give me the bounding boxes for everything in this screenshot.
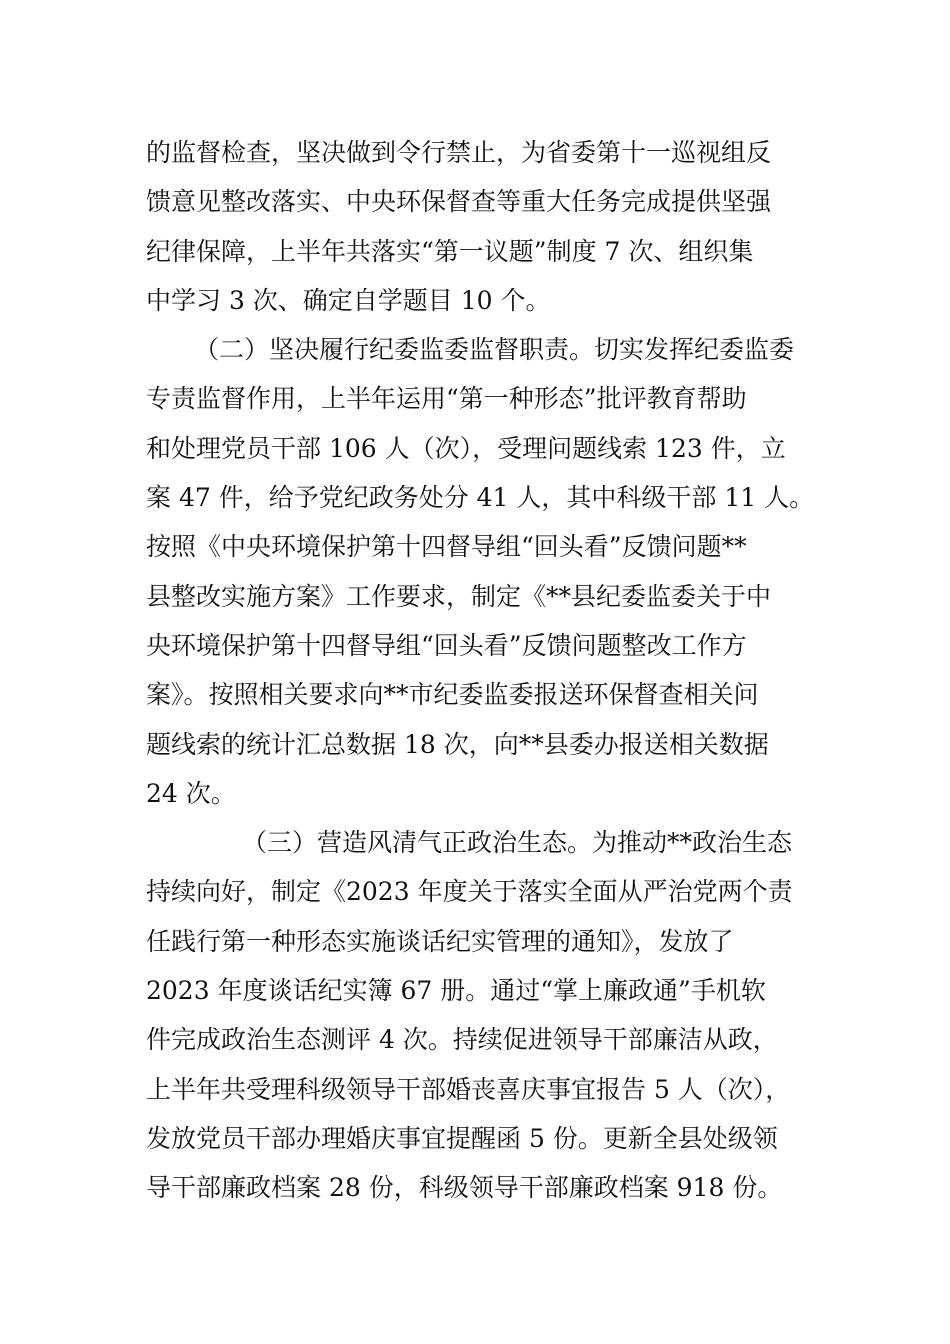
text-line: 案》。按照相关要求向**市纪委监委报送环保督查相关问	[146, 680, 759, 710]
text-line: 央环境保护第十四督导组“回头看”反馈问题整改工作方	[146, 630, 747, 660]
text-line: 上半年共受理科级领导干部婚丧喜庆事宜报告 5 人（次），	[146, 1074, 791, 1104]
text-line: 案 47 件，给予党纪政务处分 41 人，其中科级干部 11 人。	[146, 483, 815, 513]
text-line: 导干部廉政档案 28 份，科级领导干部廉政档案 918 份。	[146, 1173, 783, 1203]
text-line: 馈意见整改落实、中央环保督查等重大任务完成提供坚强	[146, 187, 772, 217]
section-heading-line: （二）坚决履行纪委监委监督职责。切实发挥纪委监委	[194, 335, 795, 365]
text-line: 发放党员干部办理婚庆事宜提醒函 5 份。更新全县处级领	[146, 1123, 778, 1153]
text-line: 24 次。	[146, 778, 236, 808]
text-line: 件完成政治生态测评 4 次。持续促进领导干部廉洁从政，	[146, 1025, 778, 1055]
text-line: 纪律保障，上半年共落实“第一议题”制度 7 次、组织集	[146, 236, 754, 266]
text-line: 按照《中央环境保护第十四督导组“回头看”反馈问题**	[146, 532, 747, 562]
text-line: 任践行第一种形态实施谈话纪实管理的通知》，发放了	[146, 926, 734, 956]
text-line: 中学习 3 次、确定自学题目 10 个。	[146, 285, 551, 315]
text-line: 2023 年度谈话纪实簿 67 册。通过“掌上廉政通”手机软	[146, 976, 766, 1006]
section-heading-line: （三）营造风清气正政治生态。为推动**政治生态	[242, 828, 793, 858]
text-line: 专责监督作用，上半年运用“第一种形态”批评教育帮助	[146, 384, 747, 414]
text-line: 县整改实施方案》工作要求，制定《**县纪委监委关于中	[146, 581, 772, 611]
text-line: 题线索的统计汇总数据 18 次，向**县委办报送相关数据	[146, 729, 769, 759]
body-text	[146, 128, 814, 1213]
text-line: 和处理党员干部 106 人（次），受理问题线索 123 件，立	[146, 433, 786, 463]
text-line: 持续向好，制定《2023 年度关于落实全面从严治党两个责	[146, 877, 793, 907]
text-line: 的监督检查，坚决做到令行禁止，为省委第十一巡视组反	[146, 138, 772, 167]
